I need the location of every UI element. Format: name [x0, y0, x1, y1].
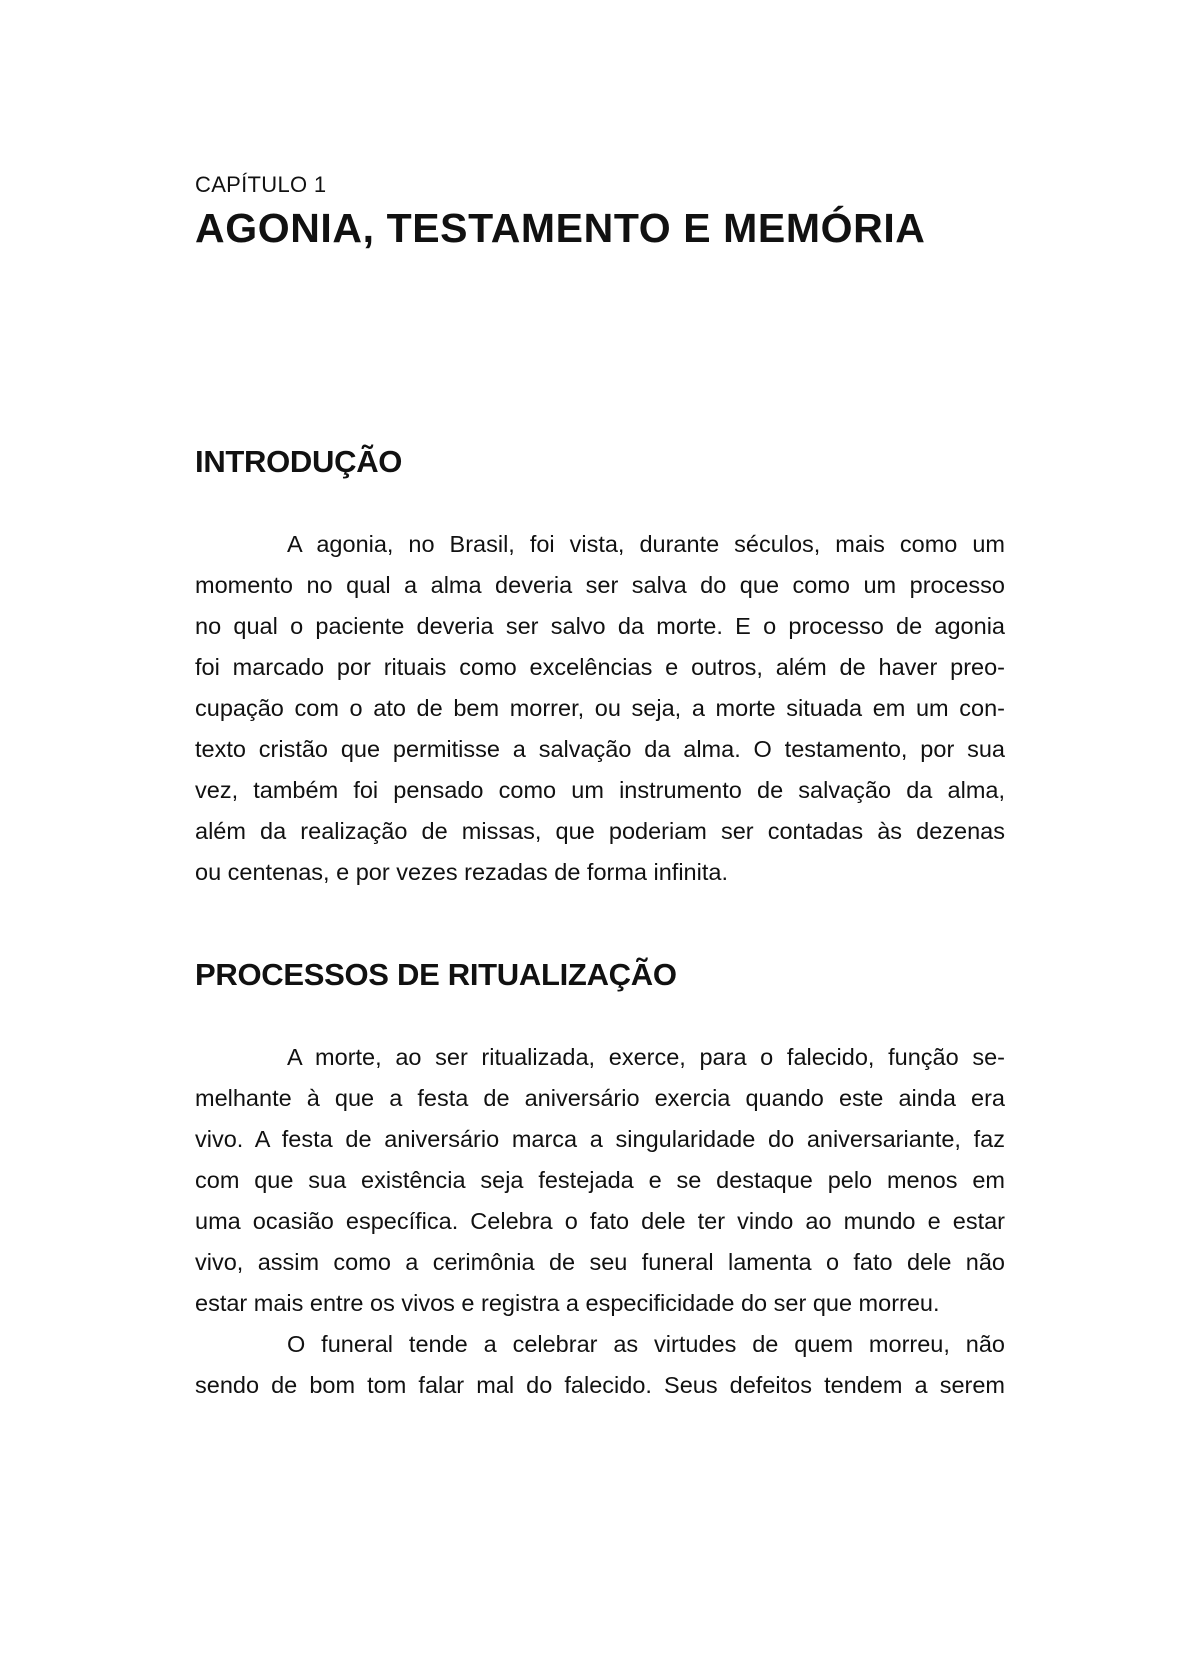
paragraph-line: O funeral tende a celebrar as virtudes de quem morreu, não [287, 1331, 1005, 1357]
section-heading-introducao: INTRODUÇÃO [195, 444, 403, 479]
paragraph-line: no qual o paciente deveria ser salvo da morte. E o processo de agonia [195, 613, 1005, 639]
paragraph-line: vivo, assim como a cerimônia de seu funeral lamenta o fato dele não [195, 1249, 1005, 1275]
section-heading-processos: PROCESSOS DE RITUALIZAÇÃO [195, 957, 677, 992]
paragraph-line: sendo de bom tom falar mal do falecido. Seus defeitos tendem a serem [195, 1372, 1005, 1398]
paragraph-line: momento no qual a alma deveria ser salva do que como um processo [195, 572, 1005, 598]
paragraph-line: melhante à que a festa de aniversário exercia quando este ainda era [195, 1085, 1005, 1111]
paragraph-line: além da realização de missas, que poderiam ser contadas às dezenas [195, 818, 1005, 844]
paragraph-line: foi marcado por rituais como excelências e outros, além de haver preo- [195, 654, 1005, 680]
paragraph-line: estar mais entre os vivos e registra a especificidade do ser que morreu. [195, 1290, 940, 1316]
paragraph-line: vivo. A festa de aniversário marca a singularidade do aniversariante, faz [195, 1126, 1005, 1152]
paragraph-line: com que sua existência seja festejada e se destaque pelo menos em [195, 1167, 1005, 1193]
paragraph-line: A agonia, no Brasil, foi vista, durante séculos, mais como um [287, 531, 1005, 557]
paragraph-processos-2 [195, 1324, 1005, 1406]
chapter-label: CAPÍTULO 1 [195, 172, 327, 197]
chapter-title: AGONIA, TESTAMENTO E MEMÓRIA [195, 205, 926, 251]
paragraph-line: ou centenas, e por vezes rezadas de forma infinita. [195, 859, 728, 885]
paragraph-introducao [195, 524, 1005, 893]
paragraph-line: texto cristão que permitisse a salvação da alma. O testamento, por sua [195, 736, 1005, 762]
paragraph-line: cupação com o ato de bem morrer, ou seja, a morte situada em um con- [195, 695, 1005, 721]
paragraph-line: vez, também foi pensado como um instrumento de salvação da alma, [195, 777, 1005, 803]
paragraph-processos-1 [195, 1037, 1005, 1324]
paragraph-line: uma ocasião específica. Celebra o fato dele ter vindo ao mundo e estar [195, 1208, 1005, 1234]
paragraph-line: A morte, ao ser ritualizada, exerce, para o falecido, função se- [287, 1044, 1005, 1070]
